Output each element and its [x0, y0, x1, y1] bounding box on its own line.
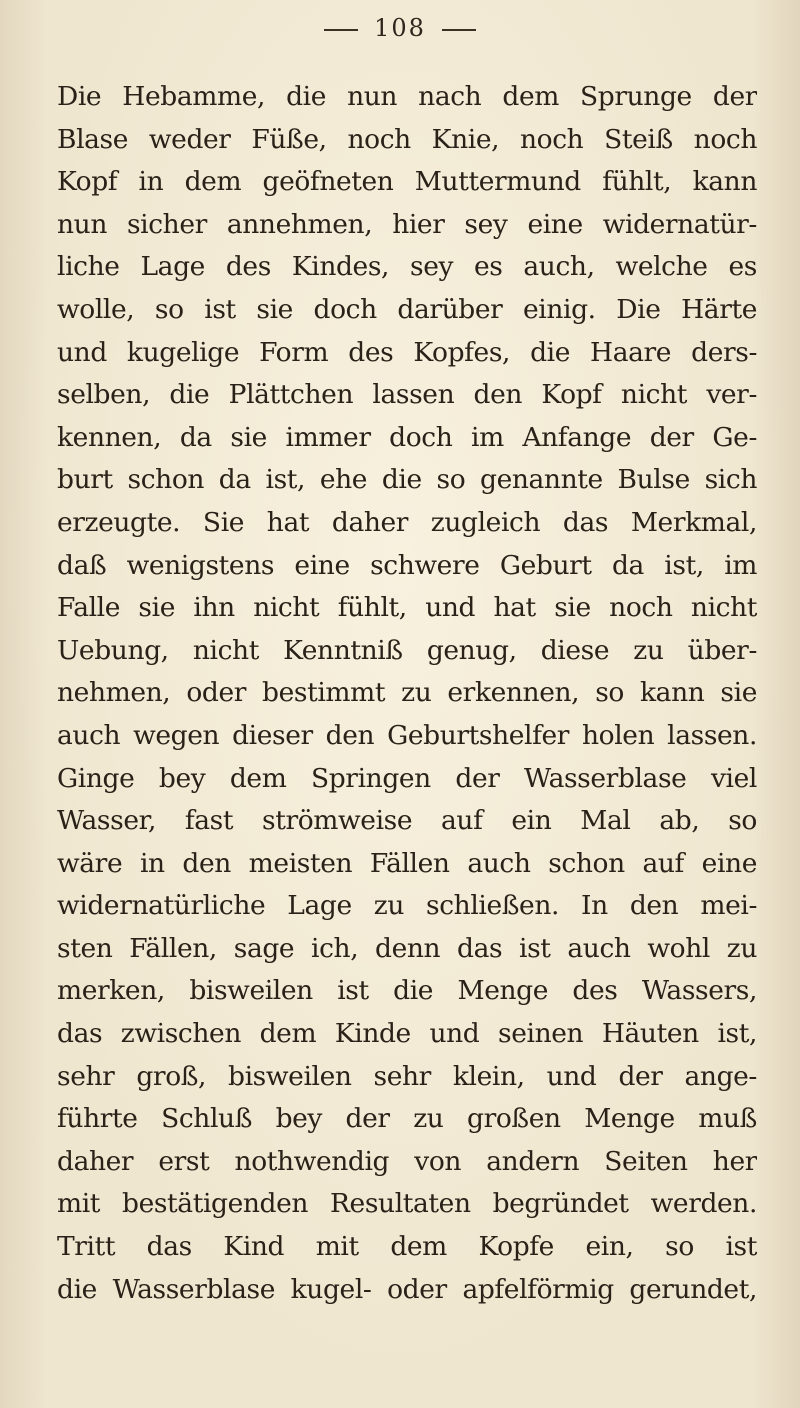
- text-line: Wasser, fast strömweise auf ein Mal ab, so: [57, 805, 757, 837]
- body-text: [57, 76, 757, 1311]
- text-line: liche Lage des Kindes, sey es auch, welche es: [57, 251, 757, 283]
- text-line: wolle, so ist sie doch darüber einig. Die Härte: [57, 293, 757, 325]
- text-line: Blase weder Füße, noch Knie, noch Steiß noch: [57, 123, 757, 155]
- page-number: 108: [374, 14, 426, 42]
- text-line: nehmen, oder bestimmt zu erkennen, so kann sie: [57, 677, 757, 709]
- text-line: auch wegen dieser den Geburtshelfer holen lassen.: [57, 719, 757, 751]
- text-line: mit bestätigenden Resultaten begründet werden.: [57, 1188, 757, 1220]
- text-line: kennen, da sie immer doch im Anfange der Ge-: [57, 421, 757, 453]
- text-line: selben, die Plättchen lassen den Kopf nicht ver-: [57, 379, 757, 411]
- text-line: erzeugte. Sie hat daher zugleich das Merkmal,: [57, 506, 757, 538]
- text-line: Tritt das Kind mit dem Kopfe ein, so ist: [57, 1231, 757, 1263]
- text-line: die Wasserblase kugel- oder apfelförmig gerundet,: [57, 1273, 757, 1305]
- right-dash: [442, 29, 476, 31]
- text-line: Ginge bey dem Springen der Wasserblase viel: [57, 762, 757, 794]
- text-line: sten Fällen, sage ich, denn das ist auch wohl zu: [57, 932, 757, 964]
- running-head: [0, 14, 800, 42]
- text-line: Kopf in dem geöfneten Muttermund fühlt, kann: [57, 166, 757, 198]
- text-line: Falle sie ihn nicht fühlt, und hat sie noch nicht: [57, 592, 757, 624]
- text-line: widernatürliche Lage zu schließen. In den mei-: [57, 890, 757, 922]
- text-line: daß wenigstens eine schwere Geburt da ist, im: [57, 549, 757, 581]
- text-line: wäre in den meisten Fällen auch schon auf eine: [57, 847, 757, 879]
- text-line: burt schon da ist, ehe die so genannte Bulse sich: [57, 464, 757, 496]
- left-dash: [324, 29, 358, 31]
- text-line: und kugelige Form des Kopfes, die Haare ders-: [57, 336, 757, 368]
- text-line: nun sicher annehmen, hier sey eine widernatür-: [57, 208, 757, 240]
- text-line: das zwischen dem Kinde und seinen Häuten ist,: [57, 1018, 757, 1050]
- text-line: Uebung, nicht Kenntniß genug, diese zu über-: [57, 634, 757, 666]
- text-line: merken, bisweilen ist die Menge des Wassers,: [57, 975, 757, 1007]
- text-line: sehr groß, bisweilen sehr klein, und der ange-: [57, 1060, 757, 1092]
- text-line: führte Schluß bey der zu großen Menge muß: [57, 1103, 757, 1135]
- text-line: daher erst nothwendig von andern Seiten her: [57, 1145, 757, 1177]
- text-line: Die Hebamme, die nun nach dem Sprunge der: [57, 81, 757, 112]
